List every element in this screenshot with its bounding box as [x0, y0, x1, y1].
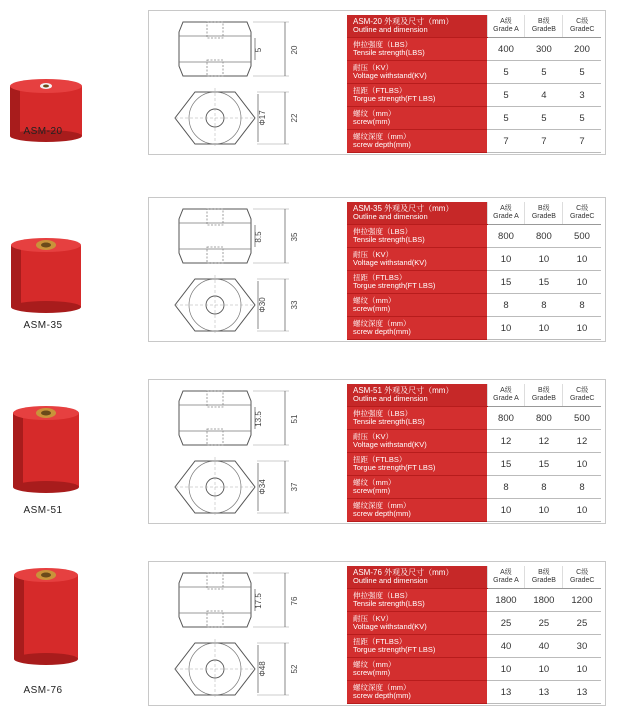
spec-label	[347, 317, 487, 340]
spec-header-row	[347, 15, 601, 38]
spec-value: 13	[487, 681, 525, 704]
spec-row	[347, 681, 601, 704]
thread-bottom-hidden	[207, 611, 223, 627]
spec-label-cn: 扭距（FTLBS）	[353, 86, 407, 95]
spec-label	[347, 248, 487, 271]
grade-b-header: B级 GradeB	[525, 202, 563, 225]
spec-row	[347, 130, 601, 153]
dim-thread: 5	[254, 47, 263, 53]
spec-row	[347, 407, 601, 430]
spec-label-en: screw depth(mm)	[353, 691, 411, 700]
spec-value: 8	[525, 294, 563, 317]
spec-value: 500	[563, 225, 601, 248]
spec-label-cn: 螺纹（mm）	[353, 478, 396, 487]
spec-label-cn: 螺纹（mm）	[353, 296, 396, 305]
spec-label	[347, 130, 487, 153]
side-view-outline	[179, 22, 251, 76]
dimension-drawing	[155, 383, 341, 521]
spec-label-en: Tensile strength(LBS)	[353, 235, 425, 244]
spec-label-en: Torgue strength(FT LBS)	[353, 281, 436, 290]
side-view-outline	[179, 391, 251, 445]
insulator-photo	[2, 205, 90, 325]
spec-row	[347, 658, 601, 681]
dim-diameter: Φ34	[258, 479, 267, 495]
spec-card	[148, 197, 606, 342]
thread-bottom-hidden	[207, 247, 223, 263]
spec-table	[347, 384, 601, 522]
spec-label	[347, 407, 487, 430]
spec-value: 800	[525, 225, 563, 248]
grade-a-header: A级 Grade A	[487, 384, 525, 407]
spec-value: 10	[563, 317, 601, 340]
insulator-base	[13, 481, 79, 493]
spec-row	[347, 430, 601, 453]
grade-a-header: A级 Grade A	[487, 566, 525, 589]
grade-c-header: C级 GradeC	[563, 15, 601, 38]
body-shade	[14, 575, 24, 659]
spec-table	[347, 566, 601, 704]
spec-row	[347, 499, 601, 522]
spec-value: 1200	[563, 589, 601, 612]
spec-label	[347, 61, 487, 84]
dim-hex-height: 37	[290, 482, 299, 492]
thread-bottom-hidden	[207, 429, 223, 445]
dimension-drawing	[155, 565, 341, 703]
side-view-outline	[179, 209, 251, 263]
spec-value: 10	[487, 317, 525, 340]
thread-top-hidden	[207, 391, 223, 407]
spec-value: 25	[487, 612, 525, 635]
spec-label-en: Voltage withstand(KV)	[353, 258, 427, 267]
spec-model: ASM-76	[353, 568, 382, 577]
thread-top-hidden	[207, 209, 223, 225]
spec-value: 10	[563, 453, 601, 476]
spec-label	[347, 499, 487, 522]
spec-label-en: Torgue strength(FT LBS)	[353, 94, 436, 103]
spec-value: 800	[487, 407, 525, 430]
insulator-base	[11, 301, 81, 313]
dim-total-height: 35	[290, 232, 299, 242]
spec-row	[347, 635, 601, 658]
outline-title-en: Outline and dimension	[353, 25, 428, 34]
spec-label-en: screw(mm)	[353, 486, 391, 495]
spec-label-cn: 耐压（KV）	[353, 63, 394, 72]
spec-value: 15	[525, 271, 563, 294]
insulator-photo	[2, 385, 90, 505]
spec-row	[347, 107, 601, 130]
outline-title-cn: 外观及尺寸（mm）	[381, 204, 454, 213]
spec-value: 8	[563, 294, 601, 317]
spec-label-cn: 扭距（FTLBS）	[353, 273, 407, 282]
spec-label-cn: 耐压（KV）	[353, 432, 394, 441]
grade-c-header: C级 GradeC	[563, 202, 601, 225]
spec-value: 5	[525, 107, 563, 130]
spec-value: 13	[525, 681, 563, 704]
spec-value: 13	[563, 681, 601, 704]
spec-header-row	[347, 384, 601, 407]
grade-a-header: A级 Grade A	[487, 15, 525, 38]
spec-value: 7	[563, 130, 601, 153]
spec-value: 400	[487, 38, 525, 61]
grade-b-header: B级 GradeB	[525, 384, 563, 407]
spec-value: 10	[525, 499, 563, 522]
spec-row	[347, 271, 601, 294]
body-shade	[13, 413, 23, 487]
spec-header-row	[347, 566, 601, 589]
side-view-outline	[179, 573, 251, 627]
spec-value: 10	[487, 658, 525, 681]
spec-value: 12	[563, 430, 601, 453]
spec-value: 10	[525, 248, 563, 271]
spec-value: 1800	[525, 589, 563, 612]
spec-label-en: Voltage withstand(KV)	[353, 71, 427, 80]
spec-value: 800	[487, 225, 525, 248]
spec-value: 7	[525, 130, 563, 153]
spec-label-cn: 耐压（KV）	[353, 250, 394, 259]
dim-total-height: 51	[290, 414, 299, 424]
spec-label-en: screw(mm)	[353, 304, 391, 313]
spec-value: 5	[563, 61, 601, 84]
grade-b-header: B级 GradeB	[525, 15, 563, 38]
spec-model: ASM-20	[353, 17, 382, 26]
spec-label	[347, 225, 487, 248]
spec-value: 1800	[487, 589, 525, 612]
model-label: ASM-76	[23, 685, 63, 696]
spec-value: 40	[487, 635, 525, 658]
thread-hole	[41, 411, 51, 416]
spec-label-cn: 伸拉强度（LBS）	[353, 40, 413, 49]
spec-value: 200	[563, 38, 601, 61]
spec-value: 5	[487, 84, 525, 107]
spec-value: 25	[525, 612, 563, 635]
dim-hex-height: 52	[290, 664, 299, 674]
spec-row	[347, 84, 601, 107]
spec-value: 8	[487, 294, 525, 317]
spec-card	[148, 10, 606, 155]
spec-label	[347, 476, 487, 499]
spec-label-cn: 耐压（KV）	[353, 614, 394, 623]
spec-label-en: screw depth(mm)	[353, 140, 411, 149]
spec-value: 3	[563, 84, 601, 107]
model-label: ASM-35	[23, 320, 63, 331]
spec-label-cn: 螺纹（mm）	[353, 660, 396, 669]
spec-table	[347, 202, 601, 340]
spec-card	[148, 561, 606, 706]
spec-label	[347, 635, 487, 658]
spec-value: 8	[487, 476, 525, 499]
spec-label-en: Voltage withstand(KV)	[353, 440, 427, 449]
spec-label-en: Torgue strength(FT LBS)	[353, 463, 436, 472]
spec-value: 30	[563, 635, 601, 658]
dim-thread: 17.5	[254, 593, 263, 609]
spec-label-en: screw(mm)	[353, 668, 391, 677]
spec-value: 40	[525, 635, 563, 658]
model-label: ASM-51	[23, 505, 63, 516]
spec-label-cn: 伸拉强度（LBS）	[353, 409, 413, 418]
spec-label-en: Torgue strength(FT LBS)	[353, 645, 436, 654]
spec-row	[347, 589, 601, 612]
dim-diameter: Φ17	[258, 110, 267, 126]
spec-value: 15	[525, 453, 563, 476]
spec-value: 10	[487, 248, 525, 271]
spec-label-en: screw depth(mm)	[353, 327, 411, 336]
spec-value: 10	[563, 271, 601, 294]
spec-row	[347, 225, 601, 248]
spec-label	[347, 430, 487, 453]
outline-title-en: Outline and dimension	[353, 394, 428, 403]
spec-label-cn: 螺纹深度（mm）	[353, 683, 411, 692]
spec-value: 5	[563, 107, 601, 130]
thread-hole	[41, 243, 51, 248]
product-section	[0, 193, 623, 358]
spec-value: 10	[563, 499, 601, 522]
spec-label	[347, 107, 487, 130]
dim-hex-height: 33	[290, 300, 299, 310]
spec-label-cn: 扭距（FTLBS）	[353, 637, 407, 646]
spec-label-cn: 扭距（FTLBS）	[353, 455, 407, 464]
spec-label	[347, 84, 487, 107]
spec-label-en: Tensile strength(LBS)	[353, 417, 425, 426]
spec-row	[347, 38, 601, 61]
spec-value: 25	[563, 612, 601, 635]
spec-row	[347, 248, 601, 271]
spec-model: ASM-51	[353, 386, 382, 395]
spec-value: 10	[563, 658, 601, 681]
spec-label	[347, 681, 487, 704]
insulator-body	[11, 245, 81, 307]
spec-label-cn: 螺纹深度（mm）	[353, 132, 411, 141]
body-shade	[11, 245, 21, 307]
spec-label	[347, 294, 487, 317]
spec-value: 10	[487, 499, 525, 522]
spec-table	[347, 15, 601, 153]
thread-hole	[41, 573, 51, 578]
spec-label-en: Voltage withstand(KV)	[353, 622, 427, 631]
spec-label	[347, 658, 487, 681]
spec-value: 300	[525, 38, 563, 61]
insulator-base	[14, 653, 78, 665]
spec-row	[347, 453, 601, 476]
spec-card	[148, 379, 606, 524]
spec-model: ASM-35	[353, 204, 382, 213]
spec-label	[347, 589, 487, 612]
spec-value: 12	[525, 430, 563, 453]
spec-value: 4	[525, 84, 563, 107]
spec-label	[347, 453, 487, 476]
dim-thread: 8.5	[254, 231, 263, 243]
spec-label	[347, 271, 487, 294]
spec-label-cn: 螺纹（mm）	[353, 109, 396, 118]
spec-value: 8	[563, 476, 601, 499]
spec-value: 15	[487, 453, 525, 476]
spec-label-en: screw(mm)	[353, 117, 391, 126]
dimension-drawing	[155, 201, 341, 339]
dim-thread: 13.5	[254, 411, 263, 427]
spec-label	[347, 612, 487, 635]
spec-value: 500	[563, 407, 601, 430]
spec-label-cn: 螺纹深度（mm）	[353, 319, 411, 328]
spec-value: 800	[525, 407, 563, 430]
spec-label-en: screw depth(mm)	[353, 509, 411, 518]
spec-header-row	[347, 202, 601, 225]
spec-value: 10	[525, 658, 563, 681]
spec-value: 15	[487, 271, 525, 294]
model-label: ASM-20	[23, 126, 63, 137]
grade-b-header: B级 GradeB	[525, 566, 563, 589]
spec-row	[347, 294, 601, 317]
dim-total-height: 20	[290, 45, 299, 55]
spec-value: 5	[487, 107, 525, 130]
outline-title-cn: 外观及尺寸（mm）	[381, 568, 454, 577]
grade-c-header: C级 GradeC	[563, 566, 601, 589]
grade-a-header: A级 Grade A	[487, 202, 525, 225]
thread-bottom-hidden	[207, 60, 223, 76]
spec-value: 8	[525, 476, 563, 499]
dim-hex-height: 22	[290, 113, 299, 123]
spec-label-en: Tensile strength(LBS)	[353, 599, 425, 608]
dim-diameter: Φ48	[258, 661, 267, 677]
spec-label-en: Tensile strength(LBS)	[353, 48, 425, 57]
product-section	[0, 6, 623, 171]
spec-row	[347, 61, 601, 84]
spec-value: 5	[487, 61, 525, 84]
dim-total-height: 76	[290, 596, 299, 606]
outline-title-cn: 外观及尺寸（mm）	[381, 17, 454, 26]
outline-title-en: Outline and dimension	[353, 576, 428, 585]
grade-c-header: C级 GradeC	[563, 384, 601, 407]
thread-top-hidden	[207, 573, 223, 589]
spec-label-cn: 伸拉强度（LBS）	[353, 227, 413, 236]
spec-value: 10	[525, 317, 563, 340]
outline-title-en: Outline and dimension	[353, 212, 428, 221]
spec-value: 10	[563, 248, 601, 271]
product-section	[0, 557, 623, 722]
thread-top-hidden	[207, 22, 223, 38]
spec-label-cn: 伸拉强度（LBS）	[353, 591, 413, 600]
dimension-drawing	[155, 14, 341, 152]
spec-value: 5	[525, 61, 563, 84]
outline-title-cn: 外观及尺寸（mm）	[381, 386, 454, 395]
thread-hole	[43, 85, 49, 88]
spec-value: 7	[487, 130, 525, 153]
spec-label	[347, 38, 487, 61]
product-section	[0, 375, 623, 540]
insulator-photo	[2, 557, 90, 677]
spec-row	[347, 476, 601, 499]
spec-label-cn: 螺纹深度（mm）	[353, 501, 411, 510]
spec-row	[347, 317, 601, 340]
spec-row	[347, 612, 601, 635]
dim-diameter: Φ30	[258, 297, 267, 313]
spec-value: 12	[487, 430, 525, 453]
